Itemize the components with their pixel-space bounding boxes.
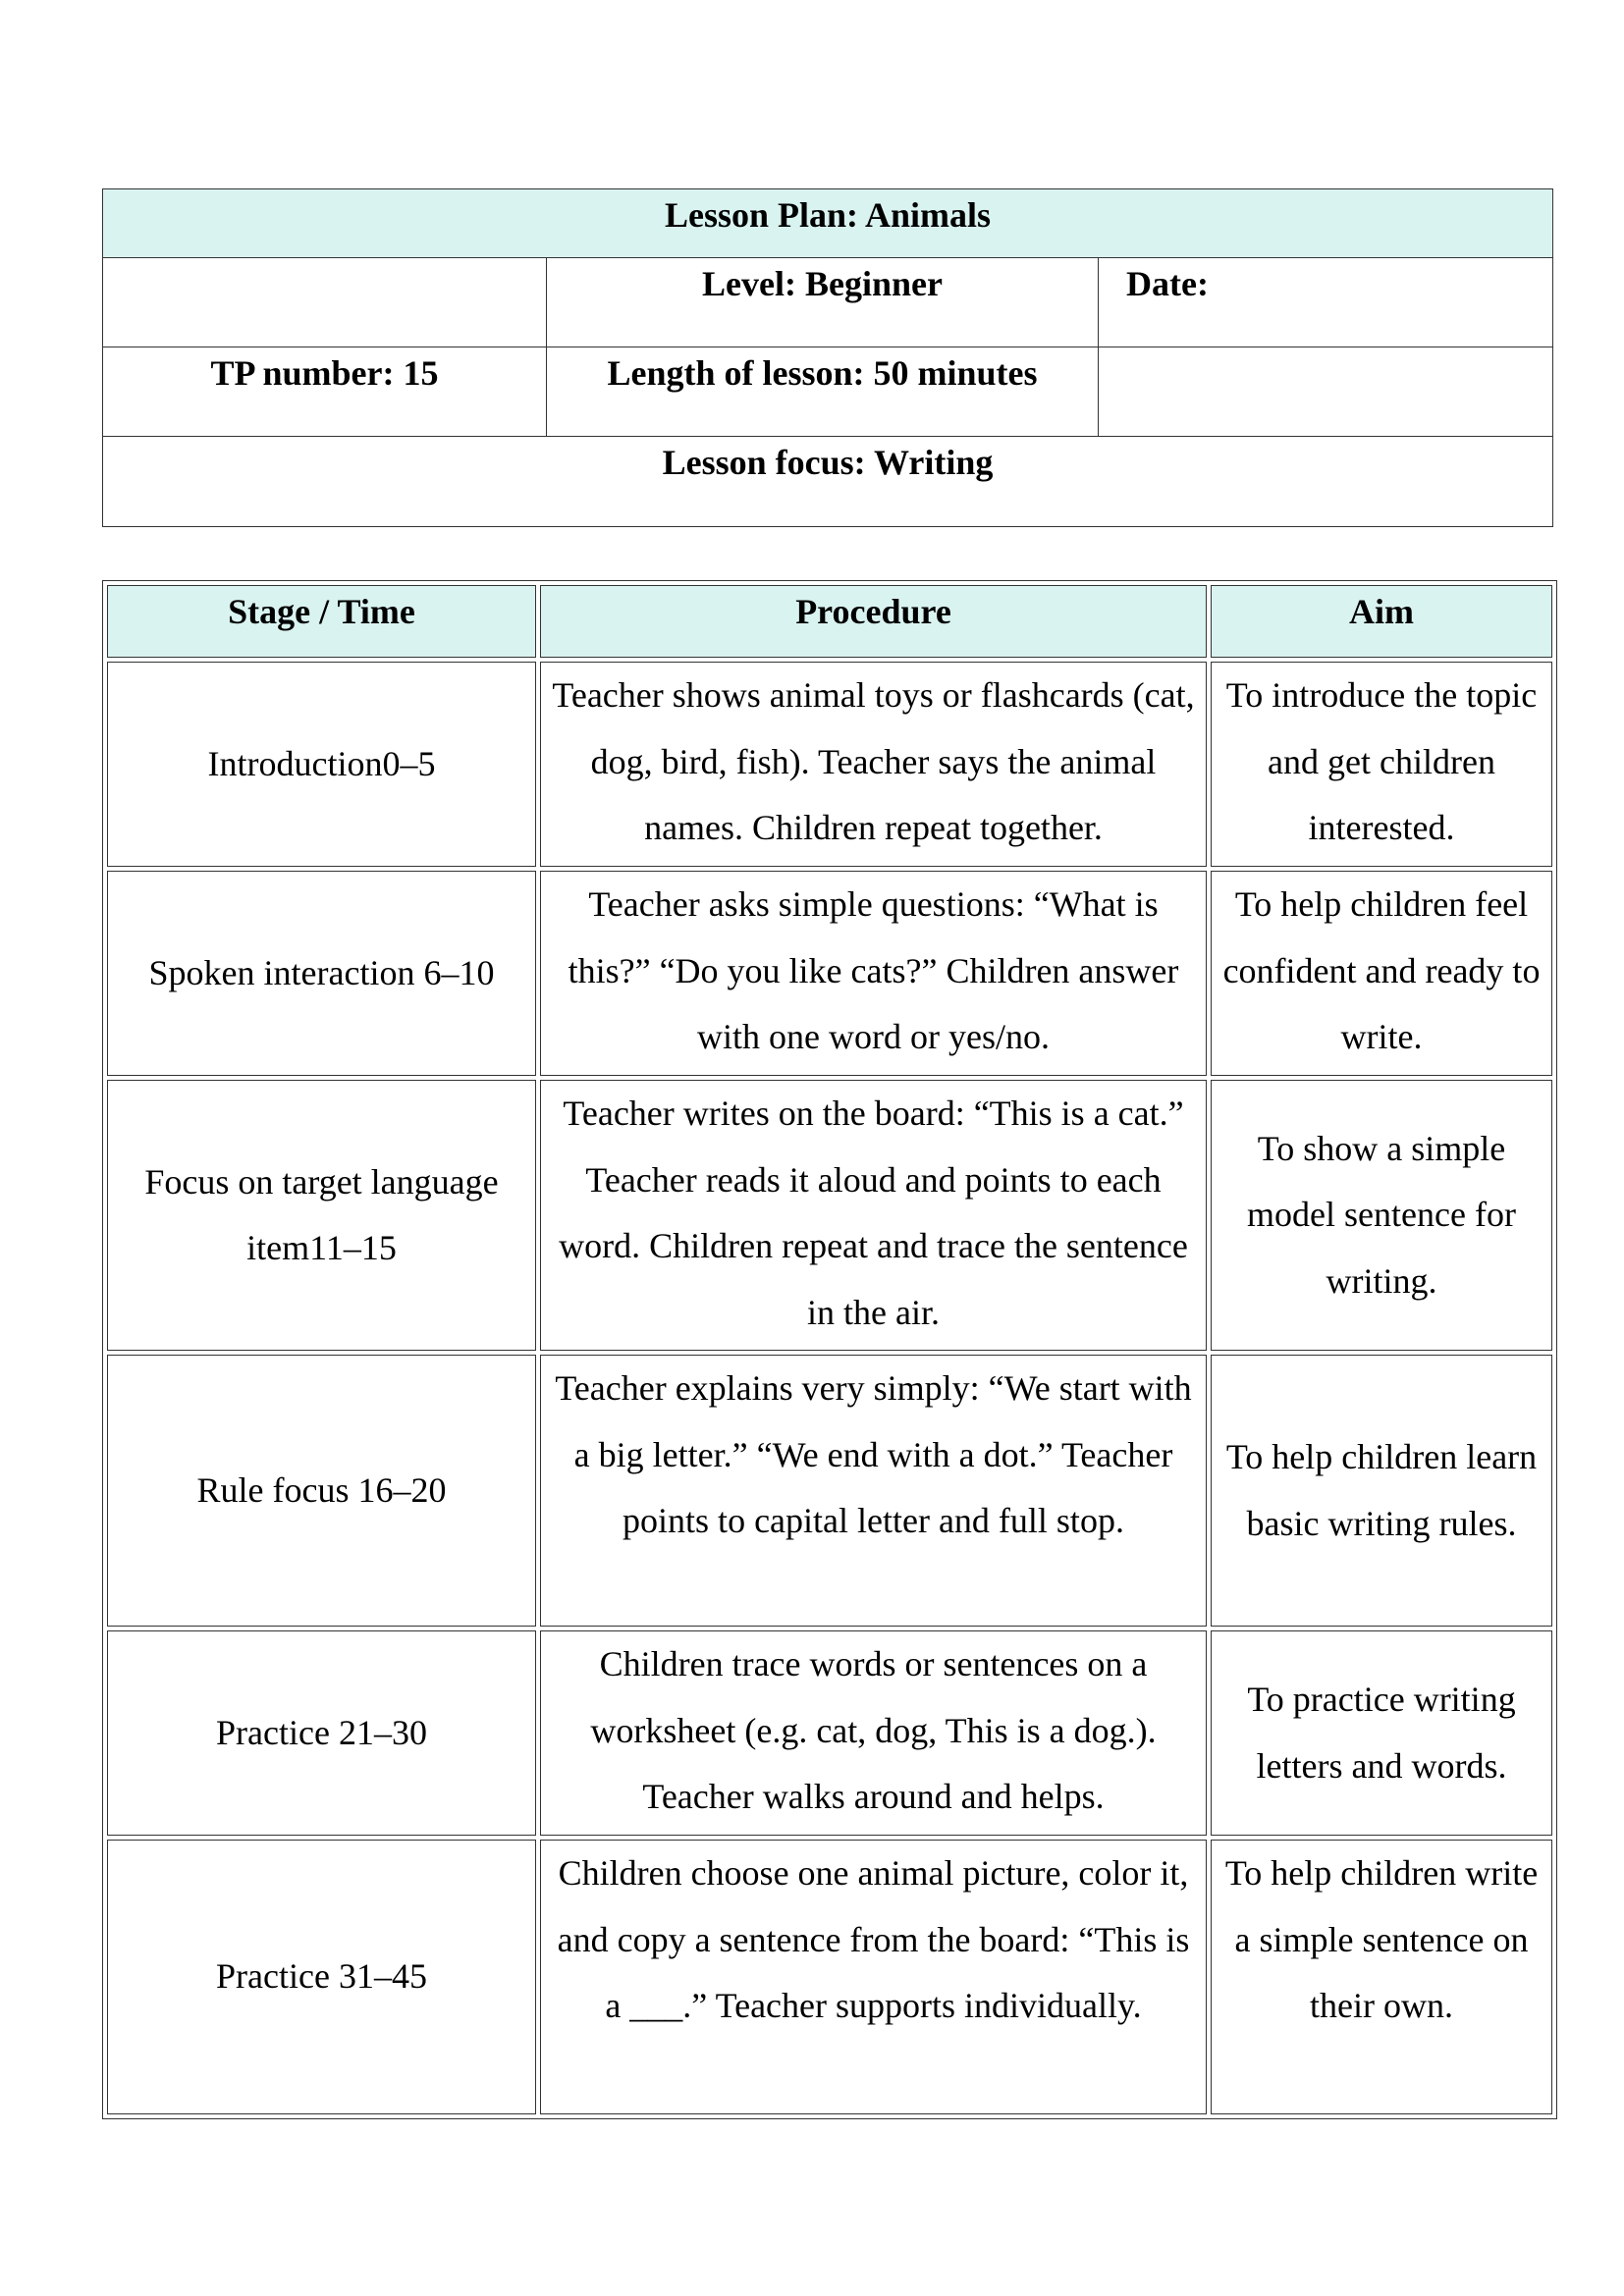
procedure-cell: Children trace words or sentences on a worksheet (e.g. cat, dog, This is a dog.). Teacher walks around and helps.	[540, 1630, 1207, 1836]
empty-cell	[1099, 347, 1553, 437]
table-row	[107, 662, 1552, 867]
procedure-cell: Teacher shows animal toys or flashcards (cat, dog, bird, fish). Teacher says the animal names. Children repeat together.	[540, 662, 1207, 867]
aim-cell: To practice writing letters and words.	[1211, 1630, 1552, 1836]
aim-cell: To help children feel confident and ready to write.	[1211, 871, 1552, 1076]
lesson-stages-table	[102, 580, 1557, 2119]
table-row	[107, 1630, 1552, 1836]
aim-cell: To help children learn basic writing rules.	[1211, 1355, 1552, 1627]
stage-cell: Focus on target language item11–15	[107, 1080, 536, 1351]
aim-cell: To help children write a simple sentence on their own.	[1211, 1840, 1552, 2114]
stage-cell: Practice 21–30	[107, 1630, 536, 1836]
stage-cell: Rule focus 16–20	[107, 1355, 536, 1627]
tp-number-cell: TP number: 15	[103, 347, 547, 437]
column-header-procedure: Procedure	[540, 585, 1207, 658]
header-title-row	[103, 189, 1553, 258]
table-row	[107, 1840, 1552, 2114]
procedure-cell: Teacher writes on the board: “This is a cat.” Teacher reads it aloud and points to each word. Children repeat and trace the sentence in the air.	[540, 1080, 1207, 1351]
table-header-row	[107, 585, 1552, 658]
lesson-header-table	[102, 188, 1553, 527]
procedure-cell: Teacher asks simple questions: “What is this?” “Do you like cats?” Children answer with one word or yes/no.	[540, 871, 1207, 1076]
lesson-focus-cell: Lesson focus: Writing	[103, 437, 1553, 527]
stage-cell: Spoken interaction 6–10	[107, 871, 536, 1076]
aim-cell: To show a simple model sentence for writing.	[1211, 1080, 1552, 1351]
column-header-stage: Stage / Time	[107, 585, 536, 658]
header-tp-row	[103, 347, 1553, 437]
level-cell: Level: Beginner	[547, 258, 1099, 347]
table-row	[107, 871, 1552, 1076]
stage-cell: Practice 31–45	[107, 1840, 536, 2114]
table-row	[107, 1355, 1552, 1627]
lesson-title: Lesson Plan: Animals	[103, 189, 1553, 258]
table-row	[107, 1080, 1552, 1351]
aim-cell: To introduce the topic and get children interested.	[1211, 662, 1552, 867]
procedure-cell: Teacher explains very simply: “We start with a big letter.” “We end with a dot.” Teacher points to capital letter and full stop.	[540, 1355, 1207, 1627]
header-focus-row	[103, 437, 1553, 527]
lesson-length-cell: Length of lesson: 50 minutes	[547, 347, 1099, 437]
date-cell: Date:	[1099, 258, 1553, 347]
stage-cell: Introduction0–5	[107, 662, 536, 867]
procedure-cell: Children choose one animal picture, color it, and copy a sentence from the board: “This is a ___.” Teacher supports individually.	[540, 1840, 1207, 2114]
empty-cell	[103, 258, 547, 347]
header-level-row	[103, 258, 1553, 347]
column-header-aim: Aim	[1211, 585, 1552, 658]
